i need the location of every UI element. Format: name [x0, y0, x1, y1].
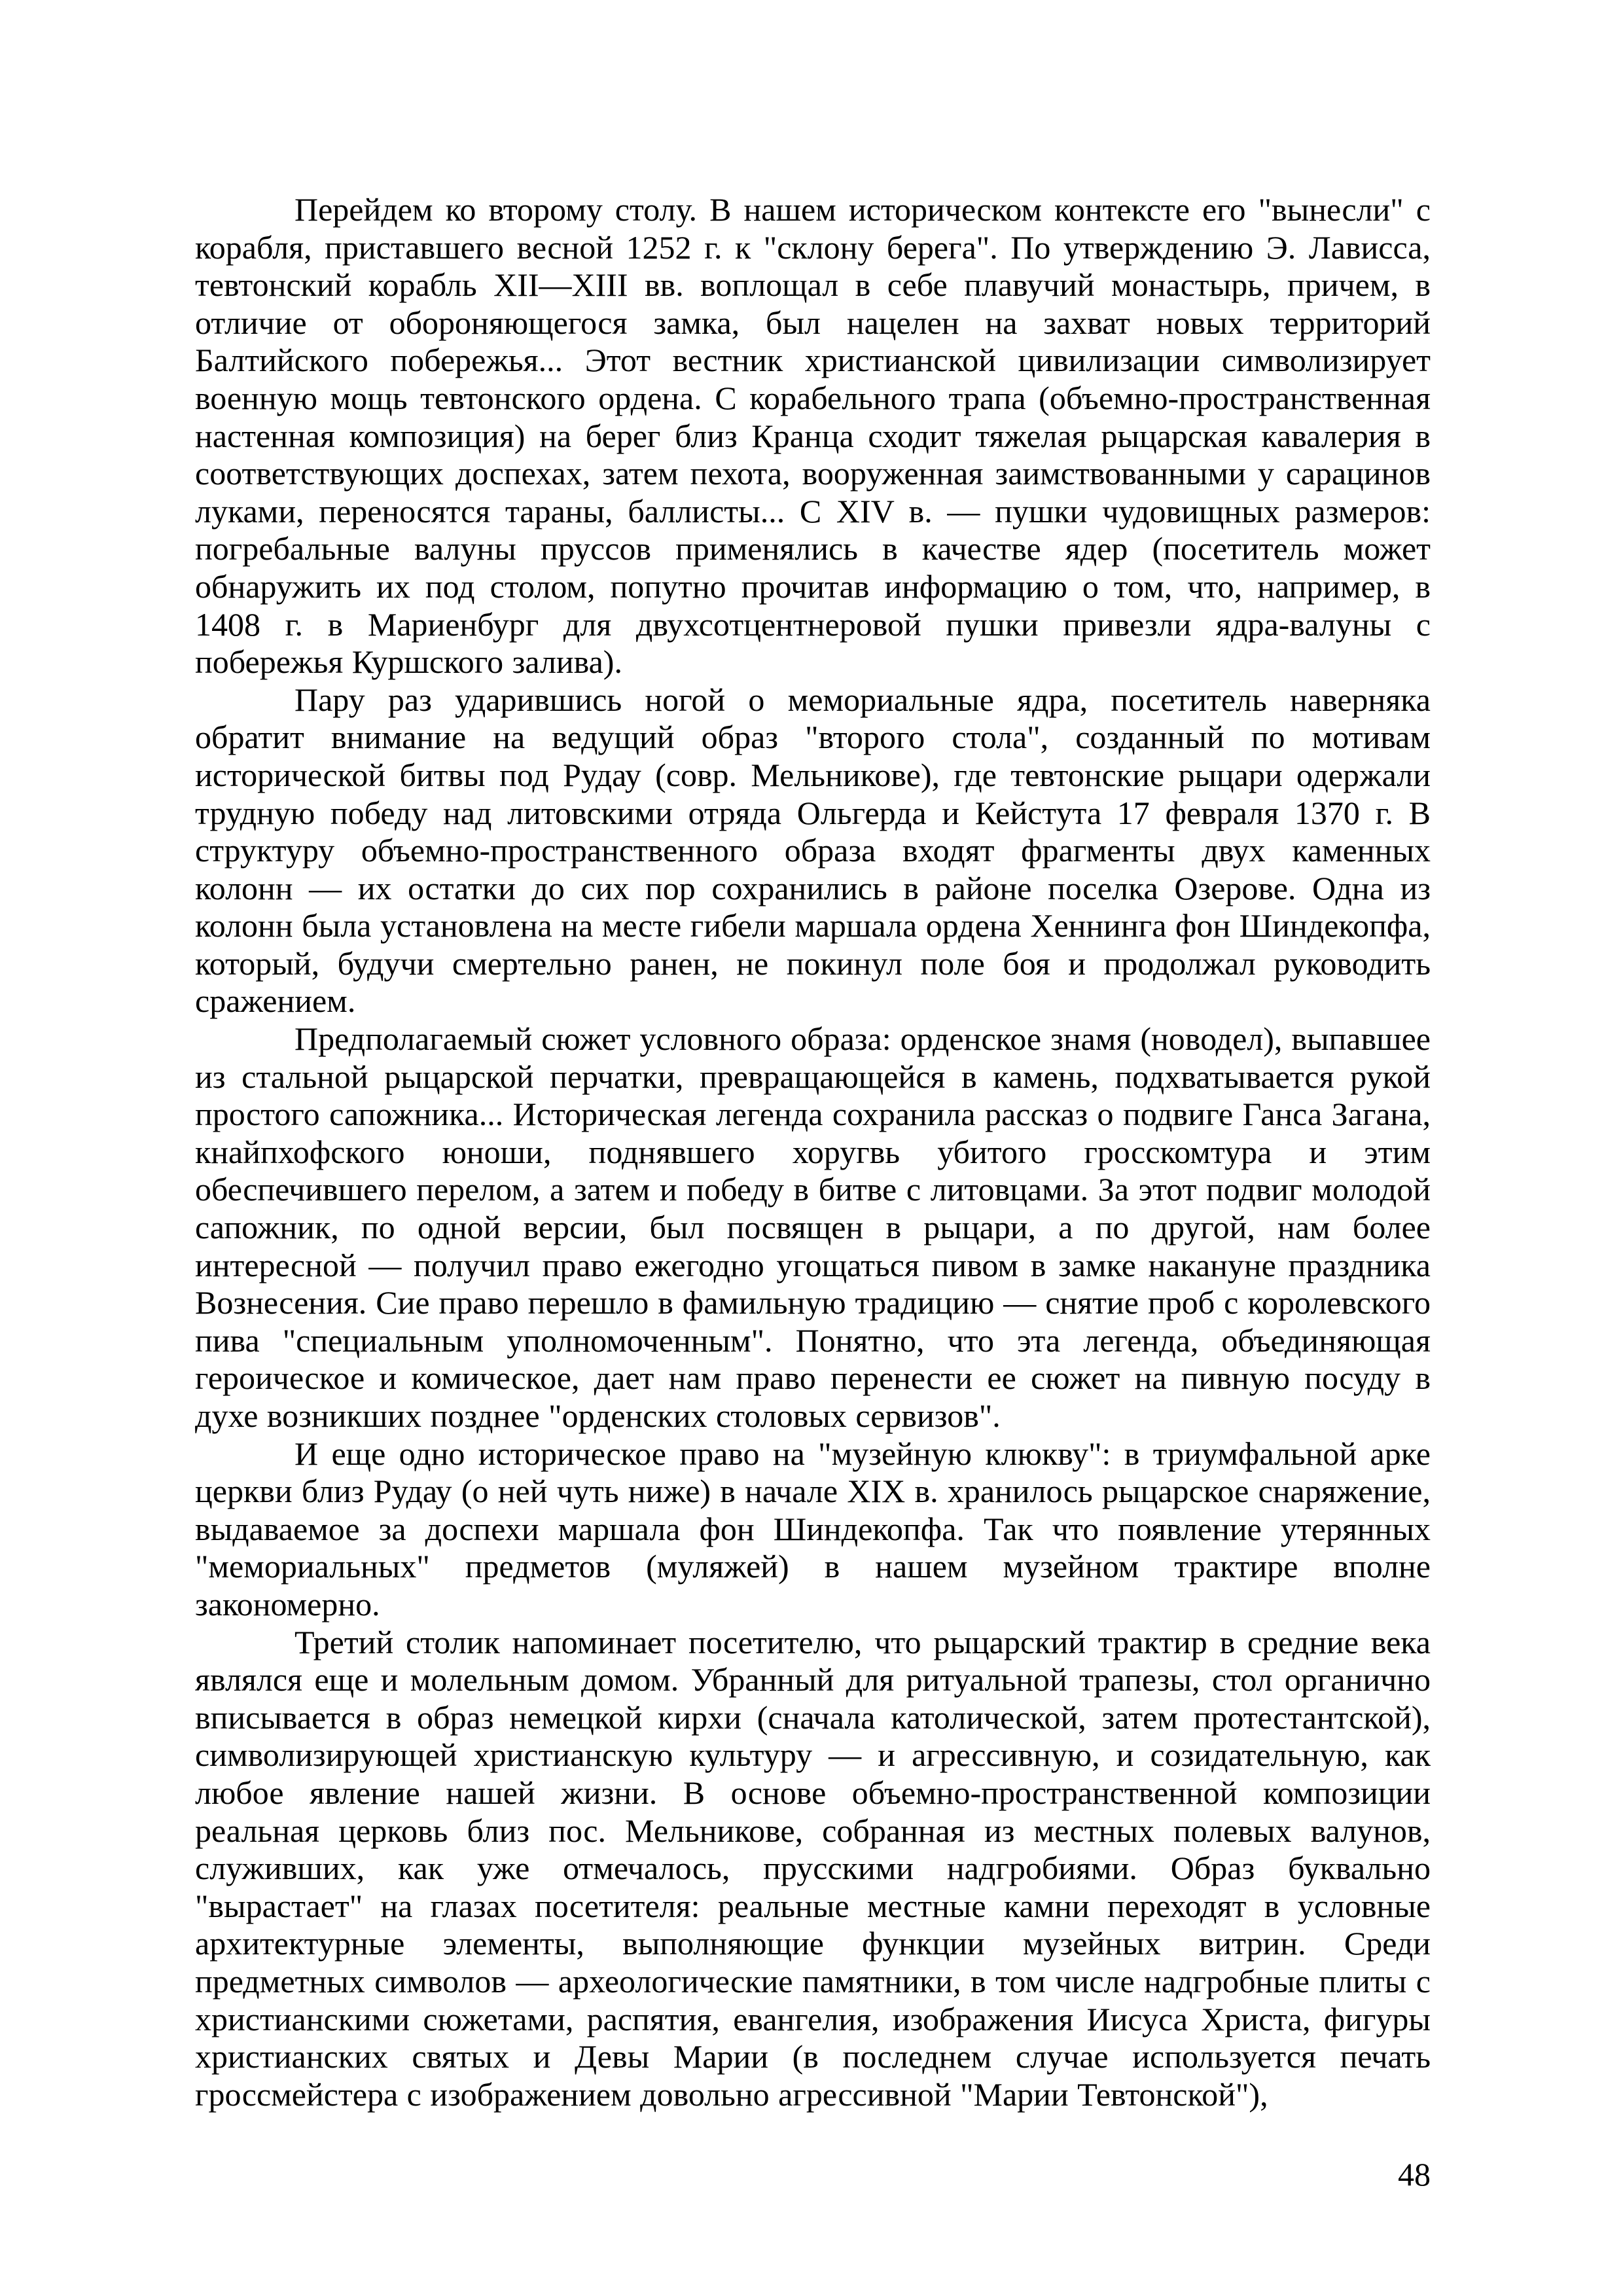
paragraph: Третий столик напоминает посетителю, что рыцарский трактир в средние века являлся еще и молельным домом. Убранный для ритуальной трапезы, стол органично вписывается в образ немецкой кирхи (сначала католической, затем протестантской), символизирующей христианскую культуру — и агрессивную, и созидательную, как любое явление нашей жизни. В основе объемно-пространственной композиции реальная церковь близ пос. Мельникове, собранная из местных полевых валунов, служивших, как уже отмечалось, прусскими надгробиями. Образ буквально "вырастает" на глазах посетителя: реальные местные камни переходят в условные архитектурные элементы, выполняющие функции музейных витрин. Среди предметных символов — археологические памятники, в том числе надгробные плиты с христианскими сюжетами, распятия, евангелия, изображения Иисуса Христа, фигуры христианских святых и Девы Марии (в последнем случае используется печать гроссмейстера с изображением довольно агрессивной "Марии Тевтонской"), [195, 1623, 1431, 2113]
text-block [195, 191, 1431, 2113]
paragraph: И еще одно историческое право на "музейную клюкву": в триумфальной арке церкви близ Рудау (о ней чуть ниже) в начале XIX в. хранилось рыцарское снаряжение, выдаваемое за доспехи маршала фон Шиндекопфа. Так что появление утерянных "мемориальных" предметов (муляжей) в нашем музейном трактире вполне закономерно. [195, 1435, 1431, 1623]
paragraph: Пару раз ударившись ногой о мемориальные ядра, посетитель наверняка обратит внимание на ведущий образ "второго стола", созданный по мотивам исторической битвы под Рудау (совр. Мельникове), где тевтонские рыцари одержали трудную победу над литовскими отряда Ольгерда и Кейстута 17 февраля 1370 г. В структуру объемно-пространственного образа входят фрагменты двух каменных колонн — их остатки до сих пор сохранились в районе поселка Озерове. Одна из колонн была установлена на месте гибели маршала ордена Хеннинга фон Шиндекопфа, который, будучи смертельно ранен, не покинул поле боя и продолжал руководить сражением. [195, 681, 1431, 1020]
paragraph: Перейдем ко второму столу. В нашем историческом контексте его "вынесли" с корабля, приставшего весной 1252 г. к "склону берега". По утверждению Э. Лависса, тевтонский корабль XII—XIII вв. воплощал в себе плавучий монастырь, причем, в отличие от обороняющегося замка, был нацелен на захват новых территорий Балтийского побережья... Этот вестник христианской цивилизации символизирует военную мощь тевтонского ордена. С корабельного трапа (объемно-пространственная настенная композиция) на берег близ Кранца сходит тяжелая рыцарская кавалерия в соответствующих доспехах, затем пехота, вооруженная заимствованными у сарацинов луками, переносятся тараны, баллисты... С XIV в. — пушки чудовищных размеров: погребальные валуны пруссов применялись в качестве ядер (посетитель может обнаружить их под столом, попутно прочитав информацию о том, что, например, в 1408 г. в Мариенбург для двухсотцентнеровой пушки привезли ядра-валуны с побережья Куршского залива). [195, 191, 1431, 681]
page-number: 48 [1398, 2156, 1431, 2193]
paragraph: Предполагаемый сюжет условного образа: орденское знамя (новодел), выпавшее из стальной рыцарской перчатки, превращающейся в камень, подхватывается рукой простого сапожника... Историческая легенда сохранила рассказ о подвиге Ганса Загана, кнайпхофского юноши, поднявшего хоругвь убитого гросскомтура и этим обеспечившего перелом, а затем и победу в битве с литовцами. За этот подвиг молодой сапожник, по одной версии, был посвящен в рыцари, а по другой, нам более интересной — получил право ежегодно угощаться пивом в замке накануне праздника Вознесения. Сие право перешло в фамильную традицию — снятие проб с королевского пива "специальным уполномоченным". Понятно, что эта легенда, объединяющая героическое и комическое, дает нам право перенести ее сюжет на пивную посуду в духе возникших позднее "орденских столовых сервизов". [195, 1020, 1431, 1434]
